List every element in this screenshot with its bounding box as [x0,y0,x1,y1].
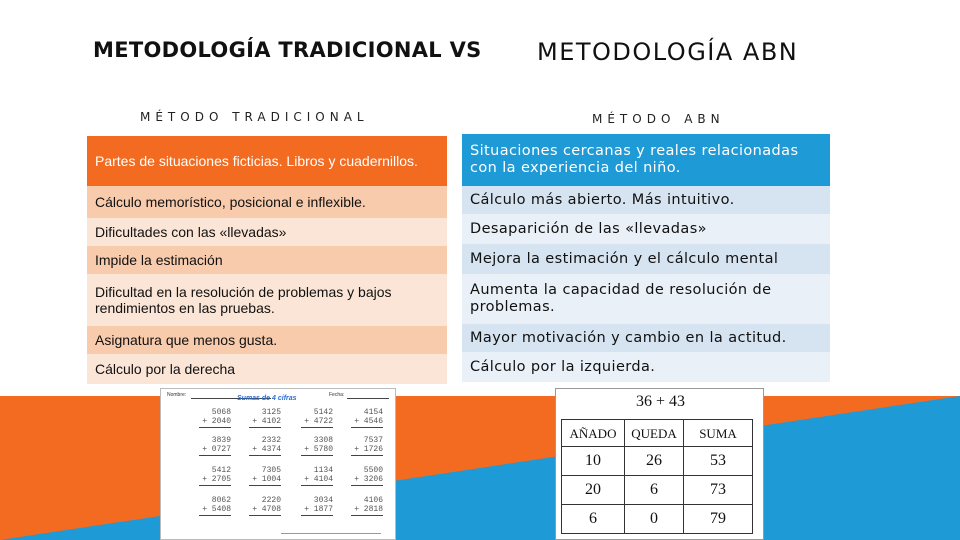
traditional-row: Partes de situaciones ficticias. Libros y cuadernillos. [87,136,447,186]
worksheet-addend-top: 1134 [313,466,333,475]
worksheet-addend-bottom: + 0727 [202,445,231,454]
abn-row: Cálculo por la izquierda. [462,352,830,382]
worksheet-title: Sumas de 4 cifras [237,395,297,402]
worksheet-addend-top: 8062 [211,496,231,505]
worksheet-date-label: Fecha: [329,392,345,398]
abn-example-image [555,388,764,540]
abn-row: Desaparición de las «llevadas» [462,214,830,244]
subtitle-abn: MÉTODO ABN [592,112,725,126]
worksheet-addend-bottom: + 4104 [304,475,333,484]
abn-cell: 53 [683,446,753,476]
traditional-row: Cálculo por la derecha [87,354,447,384]
worksheet-sum-line [199,485,231,486]
worksheet-sum-line [351,427,383,428]
worksheet-sum-line [351,515,383,516]
worksheet-addend-bottom: + 3206 [354,475,383,484]
title-traditional: METODOLOGÍA TRADICIONAL VS [93,38,482,62]
worksheet-sum-line [249,427,281,428]
worksheet-addend-bottom: + 4708 [252,505,281,514]
traditional-row: Dificultades con las «llevadas» [87,218,447,246]
traditional-row: Cálculo memorístico, posicional e inflexible. [87,186,447,218]
abn-row: Mayor motivación y cambio en la actitud. [462,324,830,352]
worksheet-addend-top: 2332 [261,436,281,445]
worksheet-addend-top: 5068 [211,408,231,417]
traditional-row: Impide la estimación [87,246,447,274]
worksheet-sum-line [301,485,333,486]
traditional-worksheet-image [160,388,396,540]
abn-cell: 6 [561,504,625,534]
worksheet-addend-bottom: + 1004 [252,475,281,484]
worksheet-addend-bottom: + 2040 [202,417,231,426]
abn-cell: 6 [624,475,684,505]
abn-header-anado: AÑADO [561,419,625,449]
abn-cell: 0 [624,504,684,534]
abn-cell: 10 [561,446,625,476]
worksheet-addend-top: 5142 [313,408,333,417]
worksheet-addend-top: 5412 [211,466,231,475]
worksheet-sum-line [351,455,383,456]
worksheet-addend-top: 4106 [363,496,383,505]
worksheet-addend-bottom: + 4374 [252,445,281,454]
worksheet-addend-bottom: + 4102 [252,417,281,426]
traditional-row: Dificultad en la resolución de problemas y bajos rendimientos en las pruebas. [87,274,447,326]
worksheet-addend-top: 2220 [261,496,281,505]
worksheet-addend-bottom: + 4546 [354,417,383,426]
abn-cell: 79 [683,504,753,534]
worksheet-sum-line [199,427,231,428]
worksheet-sum-line [301,515,333,516]
abn-header-suma: SUMA [683,419,753,449]
worksheet-addend-top: 3308 [313,436,333,445]
worksheet-addend-top: 4154 [363,408,383,417]
worksheet-addend-top: 3034 [313,496,333,505]
worksheet-sum-line [249,515,281,516]
worksheet-addend-bottom: + 5780 [304,445,333,454]
abn-row: Situaciones cercanas y reales relacionadas con la experiencia del niño. [462,134,830,186]
worksheet-addend-top: 3125 [261,408,281,417]
worksheet-addend-top: 3839 [211,436,231,445]
worksheet-sum-line [199,515,231,516]
worksheet-addend-bottom: + 1726 [354,445,383,454]
worksheet-sum-line [249,485,281,486]
worksheet-footer-line [281,533,381,534]
abn-row: Aumenta la capacidad de resolución de problemas. [462,274,830,324]
worksheet-addend-top: 7305 [261,466,281,475]
worksheet-sum-line [249,455,281,456]
traditional-row: Asignatura que menos gusta. [87,326,447,354]
worksheet-name-label: Nombre: [167,392,187,398]
worksheet-addend-top: 7537 [363,436,383,445]
title-abn: METODOLOGÍA ABN [537,38,799,66]
abn-row: Cálculo más abierto. Más intuitivo. [462,186,830,214]
worksheet-sum-line [301,427,333,428]
worksheet-addend-bottom: + 4722 [304,417,333,426]
worksheet-addend-bottom: + 5408 [202,505,231,514]
abn-operation: 36 + 43 [635,393,686,410]
worksheet-addend-bottom: + 2705 [202,475,231,484]
worksheet-addend-bottom: + 1877 [304,505,333,514]
worksheet-addend-bottom: + 2818 [354,505,383,514]
abn-cell: 20 [561,475,625,505]
worksheet-sum-line [301,455,333,456]
worksheet-sum-line [199,455,231,456]
abn-header-queda: QUEDA [624,419,684,449]
abn-cell: 73 [683,475,753,505]
subtitle-traditional: MÉTODO TRADICIONAL [140,110,369,124]
abn-row: Mejora la estimación y el cálculo mental [462,244,830,274]
worksheet-date-line [347,398,389,399]
worksheet-addend-top: 5500 [363,466,383,475]
abn-cell: 26 [624,446,684,476]
worksheet-sum-line [351,485,383,486]
